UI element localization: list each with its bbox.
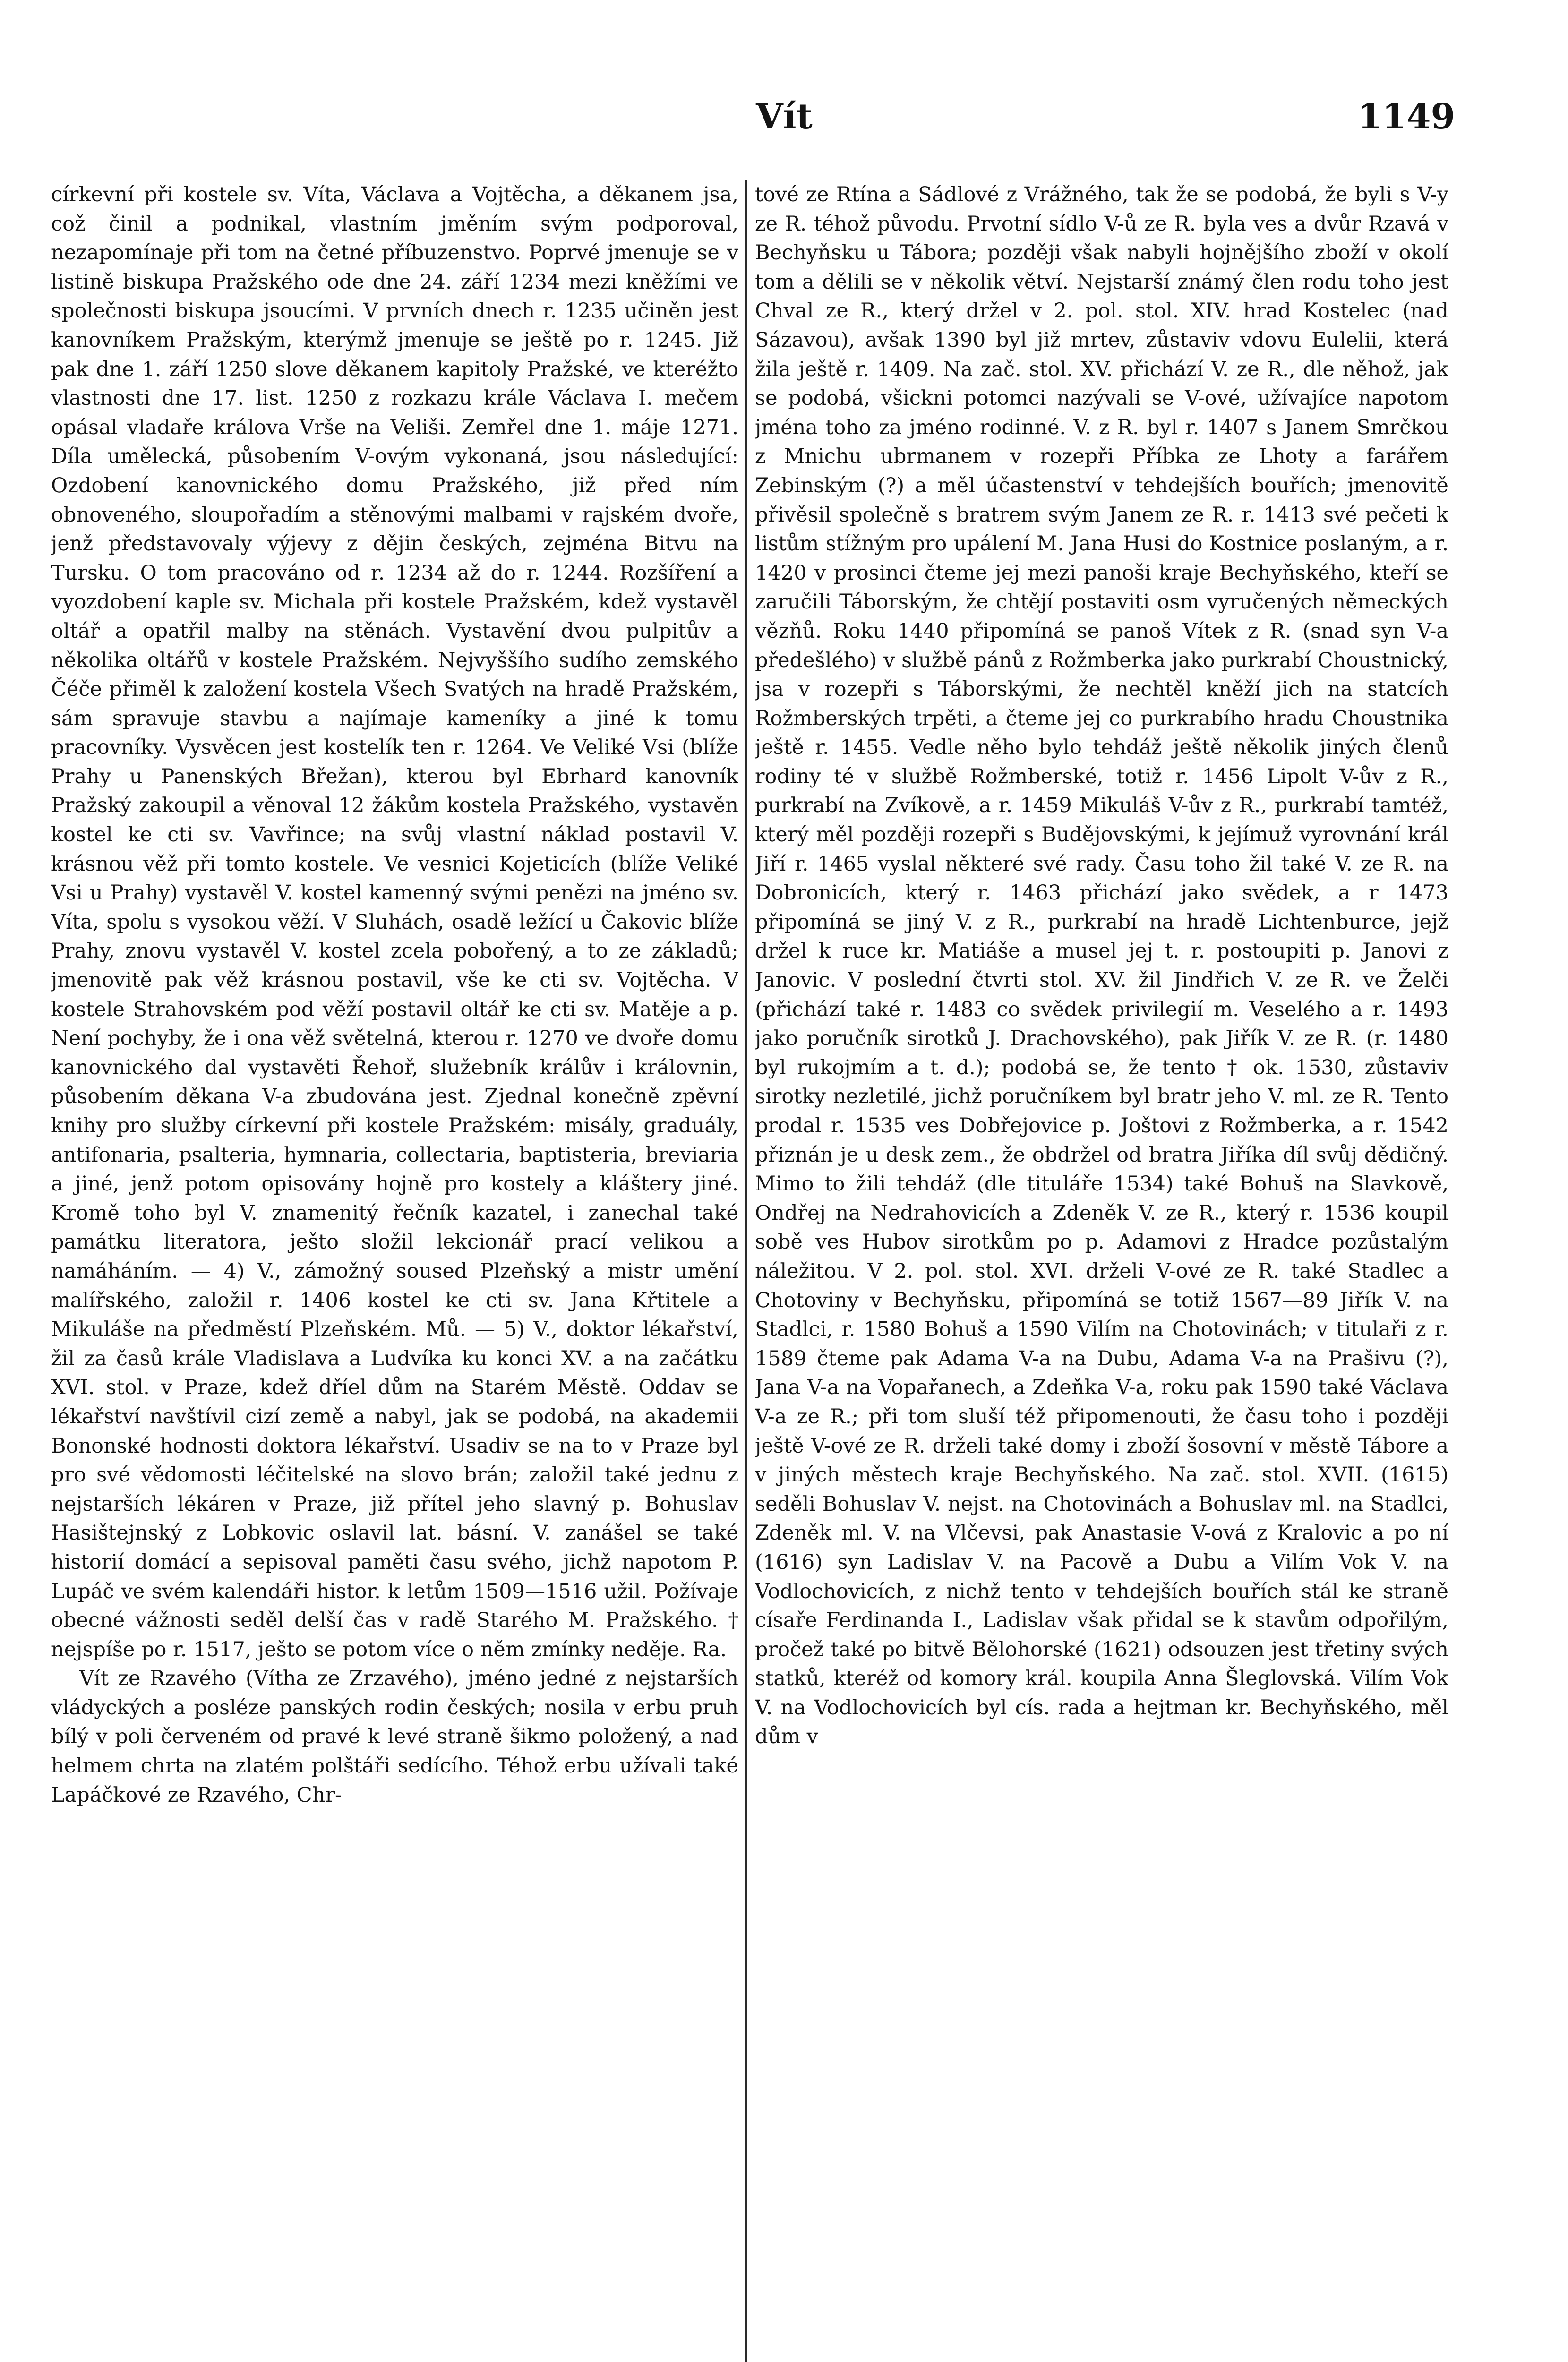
entry-vit-ze-rzaveho: Vít ze Rzavého (Vítha ze Zrzavého), jméno jedné z nejstarších vládyckých a posléze panských rodin českých; nosila v erbu pruh bílý v poli červeném od pravé k levé straně šikmo položený, a nad helmem chrta na zlatém polštáři sedícího. Téhož erbu užívali také Lapáčkové ze Rzavého, Chr- (51, 1667, 738, 1807)
left-paragraph-1: církevní při kostele sv. Víta, Václava a Vojtěcha, a děkanem jsa, což činil a podnikal, vlastním jměním svým podporoval, nezapomínaje při tom na četné příbuzenstvo. Poprvé jmenuje se v listině biskupa Pražského ode dne 24. září 1234 mezi kněžími ve společnosti biskupa jsoucími. V prvních dnech r. 1235 učiněn jest kanovníkem Pražským, kterýmž jmenuje se ještě po r. 1245. Již pak dne 1. září 1250 slove děkanem kapitoly Pražské, ve kteréžto vlastnosti dne 17. list. 1250 z rozkazu krále Václava I. mečem opásal vladaře králova Vrše na Veliši. Zemřel dne 1. máje 1271. Díla umělecká, působením V-ovým vykonaná, jsou následující: Ozdobení kanovnického domu Pražského, již před ním obnoveného, sloupořadím a stěnovými malbami v rajském dvoře, jenž představovaly výjevy z dějin českých, zejména Bitvu na Tursku. O tom pracováno od r. 1234 až do r. 1244. Rozšíření a vyozdobení kaple sv. Michala při kostele Pražském, kdež vystavěl oltář a opatřil malby na stěnách. Vystavění dvou pulpitův a několika oltářů v kostele Pražském. Nejvyššího sudího zemského Čéče přiměl k založení kostela Všech Svatých na hradě Pražském, sám spravuje stavbu a najímaje kameníky a jiné k tomu pracovníky. Vysvěcen jest kostelík ten r. 1264. Ve Veliké Vsi (blíže Prahy u Panenských Břežan), kterou byl Ebrhard kanovník Pražský zakoupil a věnoval 12 žákům kostela Pražského, vystavěn kostel ke cti sv. Vavřince; na svůj vlastní náklad postavil V. krásnou věž při tomto kostele. Ve vesnici Kojeticích (blíže Veliké Vsi u Prahy) vystavěl V. kostel kamenný svými penězi na jméno sv. Víta, spolu s vysokou věží. V Sluhách, osadě ležící u Čakovic blíže Prahy, znovu vystavěl V. kostel zcela pobořený, a to ze základů; jmenovitě pak věž krásnou postavil, vše ke cti sv. Vojtěcha. V kostele Strahovském pod věží postavil oltář ke cti sv. Matěje a p. Není pochyby, že i ona věž světelná, kterou r. 1270 ve dvoře domu kanovnického dal vystavěti Řehoř, služebník králův i královnin, působením děkana V-a zbudována jest. Zjednal konečně zpěvní knihy pro služby církevní při kostele Pražském: misály, graduály, antifonaria, psalteria, hymnaria, collectaria, baptisteria, breviaria a jiné, jenž potom opisovány hojně pro kostely a kláštery jiné. Kromě toho byl V. znamenitý řečník kazatel, i zanechal také památku literatora, ješto složil lekcionář prací velikou a namáháním. — 4) V., zámožný soused Plzeňský a mistr umění malířského, založil r. 1406 kostel ke cti sv. Jana Křtitele a Mikuláše na předměstí Plzeňském. Mů. — 5) V., doktor lékařství, žil za časů krále Vladislava a Ludvíka ku konci XV. a na začátku XVI. stol. v Praze, kdež dříel dům na Starém Městě. Oddav se lékařství navštívil cizí země a nabyl, jak se podobá, na akademii Bononské hodnosti doktora lékařství. Usadiv se na to v Praze byl pro své vědomosti léčitelské na slovo brán; založil také jednu z nejstarších lékáren v Praze, již přítel jeho slavný p. Bohuslav Hasištejnský z Lobkovic oslavil lat. básní. V. zanášel se také historií domácí a sepisoval paměti času svého, jichž napotom P. Lupáč ve svém kalendáři histor. k letům 1509—1516 užil. Požívaje obecné vážnosti seděl delší čas v radě Starého M. Pražského. † nejspíše po r. 1517, ješto se potom více o něm zmínky neděje. Ra. (51, 183, 738, 1661)
right-text-column (755, 180, 1448, 2362)
column-divider (745, 180, 747, 2362)
right-paragraph-1: tové ze Rtína a Sádlové z Vrážného, tak že se podobá, že byli s V-y ze R. téhož původu. Prvotní sídlo V-ů ze R. byla ves a dvůr Rzavá v Bechyňsku u Tábora; později však nabyli hojnějšího zboží v okolí tom a dělili se v několik větví. Nejstarší známý člen rodu toho jest Chval ze R., který držel v 2. pol. stol. XIV. hrad Kostelec (nad Sázavou), avšak 1390 byl již mrtev, zůstaviv vdovu Eulelii, která žila ještě r. 1409. Na zač. stol. XV. přichází V. ze R., dle něhož, jak se podobá, všickni potomci nazývali se V-ové, užívajíce napotom jména toho za jméno rodinné. V. z R. byl r. 1407 s Janem Smrčkou z Mnichu ubrmanem v rozepři Příbka ze Lhoty a farářem Zebinským (?) a měl účastenství v tehdejších bouřích; jmenovitě přivěsil společně s bratrem svým Janem ze R. r. 1413 své pečeti k listům stížným pro upálení M. Jana Husi do Kostnice poslaným, a r. 1420 v prosinci čteme jej mezi panoši kraje Bechyňského, kteří se zaručili Táborským, že chtějí postaviti osm vyručených německých vězňů. Roku 1440 připomíná se panoš Vítek z R. (snad syn V-a předešlého) v službě pánů z Rožmberka jako purkrabí Choustnický, jsa v rozepři s Táborskými, že nechtěl kněží jich na statcích Rožmberských trpěti, a čteme jej co purkrabího hradu Choustnika ještě r. 1455. Vedle něho bylo tehdáž ještě několik jiných členů rodiny té v službě Rožmberské, totiž r. 1456 Lipolt V-ův z R., purkrabí na Zvíkově, a r. 1459 Mikuláš V-ův z R., purkrabí tamtéž, který měl později rozepři s Budějovskými, k jejímuž vyrovnání král Jiří r. 1465 vyslal některé své rady. Času toho žil také V. ze R. na Dobronicích, který r. 1463 přichází jako svědek, a r 1473 připomíná se jiný V. z R., purkrabí na hradě Lichtenburce, jejž držel k ruce kr. Matiáše a musel jej t. r. postoupiti p. Janovi z Janovic. V poslední čtvrti stol. XV. žil Jindřich V. ze R. ve Želči (přichází také r. 1483 co svědek privilegií m. Veselého a r. 1493 jako poručník sirotků J. Drachovského), pak Jiřík V. ze R. (r. 1480 byl rukojmím a t. d.); podobá se, že tento † ok. 1530, zůstaviv sirotky nezletilé, jichž poručníkem byl bratr jeho V. ml. ze R. Tento prodal r. 1535 ves Dobřejovice p. Joštovi z Rožmberka, a r. 1542 přiznán je u desk zem., že obdržel od bratra Jiříka díl svůj dědičný. Mimo to žili tehdáž (dle titulářе 1534) také Bohuš na Slavkově, Ondřej na Nedrahovicích a Zdeněk V. ze R., který r. 1536 koupil sobě ves Hubov sirotkům po p. Adamovi z Hradce pozůstalým náležitou. V 2. pol. stol. XVI. drželi V-ové ze R. také Stadlec a Chotoviny v Bechyňsku, připomíná se totiž 1567—89 Jiřík V. na Stadlci, r. 1580 Bohuš a 1590 Vilím na Chotovinách; v titulaři z r. 1589 čteme pak Adama V-a na Dubu, Adama V-a na Prašivu (?), Jana V-a na Vopařanech, a Zdeňka V-a, roku pak 1590 také Václava V-a ze R.; při tom sluší též připomenouti, že času toho i později ještě V-ové ze R. drželi také domy i zboží šosovní v městě Tábore a v jiných městech kraje Bechyňského. Na zač. stol. XVII. (1615) seděli Bohuslav V. nejst. na Chotovinách a Bohuslav ml. na Stadlci, Zdeněk ml. V. na Vlčevsi, pak Anastasie V-ová z Kralovic a po ní (1616) syn Ladislav V. na Pacově a Dubu a Vilím Vok V. na Vodlochovicích, z nichž tento v tehdejších bouřích stál ke straně císaře Ferdinanda I., Ladislav však přidal se k stavům odpořilým, pročež také po bitvě Bělohorské (1621) odsouzen jest třetiny svých statků, kteréž od komory král. koupila Anna Šleglovská. Vilím Vok V. na Vodlochovicích byl cís. rada a hejtman kr. Bechyňského, měl dům v (755, 183, 1448, 1749)
page-number: 1149 (1358, 96, 1455, 137)
left-text-column (51, 180, 738, 2362)
running-head-word: Vít (756, 96, 813, 137)
